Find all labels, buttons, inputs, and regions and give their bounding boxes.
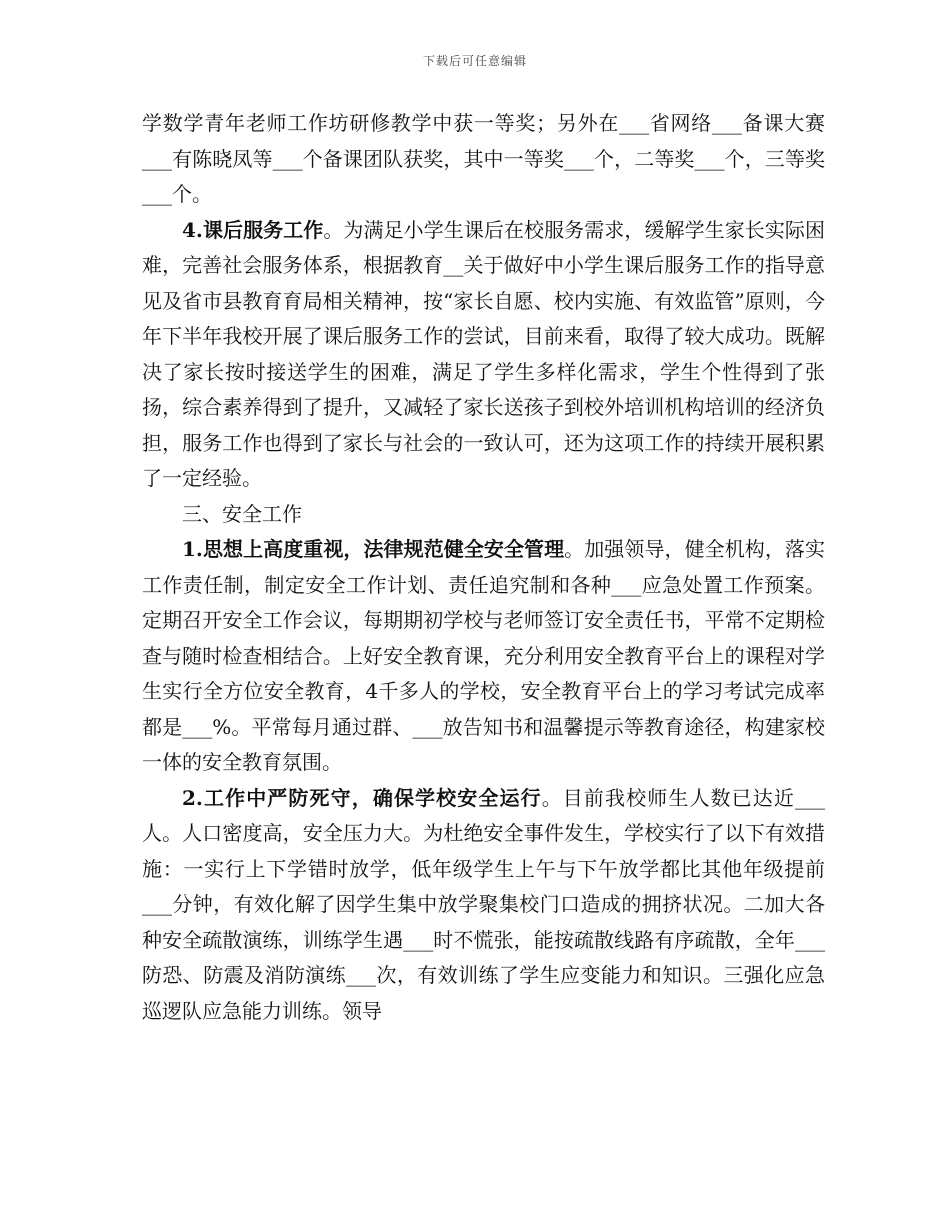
paragraph-safety-operation [142, 781, 825, 1030]
page-header: 下载后可任意编辑 [422, 54, 527, 68]
paragraph-after-school-service [142, 213, 825, 497]
section-heading-safety: 三、安全工作 [182, 501, 302, 526]
section-lead-after-school-service: 4.课后服务工作 [182, 217, 324, 242]
paragraph-text: 。加强领导，健全机构，落实工作责任制，制定安全工作计划、责任追究制和各种___应急处置工作预案。定期召开安全工作会议，每期期初学校与老师签订安全责任书，平常不定期检查与随时检查相结合。上好安全教育课，充分利用安全教育平台上的课程对学生实行全方位安全教育，4千多人的学校，安全教育平台上的学习考试完成率都是___%。平常每月通过群、___放告知书和温馨提示等教育途径，构建家校一体的安全教育氛围。 [142, 537, 825, 774]
paragraph-awards: 学数学青年老师工作坊研修教学中获一等奖；另外在___省网络___备课大赛___有陈晓凤等___个备课团队获奖，其中一等奖___个，二等奖___个，三等奖___个。 [142, 111, 825, 206]
paragraph-text: 。目前我校师生人数已达近___人。人口密度高，安全压力大。为杜绝安全事件发生，学校实行了以下有效措施：一实行上下学错时放学，低年级学生上午与下午放学都比其他年级提前___分钟，有效化解了因学生集中放学聚集校门口造成的拥挤状况。二加大各种安全疏散演练，训练学生遇___时不慌张，能按疏散线路有序疏散，全年___防恐、防震及消防演练___次，有效训练了学生应变能力和知识。三强化应急巡逻队应急能力训练。领导 [142, 785, 825, 1023]
document-body [142, 106, 825, 1029]
section-lead-safety-operation: 2.工作中严防死守，确保学校安全运行 [182, 785, 542, 810]
paragraph-text: 。为满足小学生课后在校服务需求，缓解学生家长实际困难，完善社会服务体系，根据教育__关于做好中小学生课后服务工作的指导意见及省市县教育育局相关精神，按“家长自愿、校内实施、有效监管”原则，今年下半年我校开展了课后服务工作的尝试，目前来看，取得了较大成功。既解决了家长按时接送学生的困难，满足了学生多样化需求，学生个性得到了张扬，综合素养得到了提升，又减轻了家长送孩子到校外培训机构培训的经济负担，服务工作也得到了家长与社会的一致认可，还为这项工作的持续开展积累了一定经验。 [142, 217, 825, 490]
section-lead-safety-management: 1.思想上高度重视，法律规范健全安全管理 [182, 537, 565, 561]
paragraph-safety-management [142, 532, 825, 781]
